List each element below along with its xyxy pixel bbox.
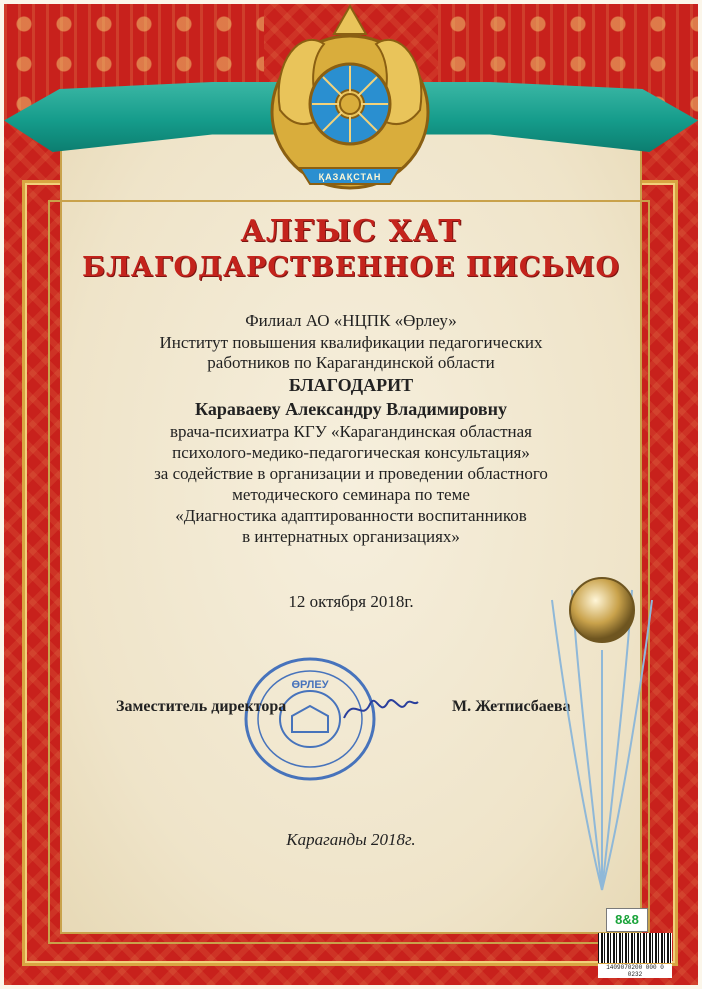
issue-date: 12 октября 2018г.: [288, 592, 414, 611]
reason-line-2: методического семинара по теме: [232, 485, 470, 504]
position-line-2: психолого-медико-педагогическая консультация»: [172, 443, 530, 462]
barcode: [598, 933, 672, 963]
signature-icon: [340, 688, 420, 728]
signer-role: Заместитель директора: [116, 698, 287, 715]
title-kazakh: АЛҒЫС ХАТ: [240, 214, 462, 249]
recipient-name: Караваеву Александру Владимировну: [195, 399, 507, 419]
topic-line-1: «Диагностика адаптированности воспитанников: [175, 506, 527, 525]
thanks-word: БЛАГОДАРИТ: [288, 375, 414, 395]
reason-line-1: за содействие в организации и проведении областного: [154, 464, 548, 483]
issuer-line-1: Филиал АО «НЦПК «Өрлеу»: [245, 311, 457, 330]
issuer-line-3: работников по Карагандинской области: [207, 353, 495, 372]
signer-name: М. Жетписбаева: [452, 698, 571, 715]
topic-line-2: в интернатных организациях»: [242, 527, 460, 546]
publisher-logo: 8&8: [606, 908, 648, 932]
stamp-label: ӨРЛЕУ: [291, 679, 329, 691]
position-line-1: врача-психиатра КГУ «Карагандинская областная: [170, 422, 532, 441]
issuer-line-2: Институт повышения квалификации педагогических: [159, 333, 543, 352]
barcode-number: 1409070200 000 0 0232: [598, 964, 672, 978]
emblem-label: ҚАЗАҚСТАН: [318, 172, 382, 182]
state-emblem: [262, 0, 438, 196]
place-year: Караганды 2018г.: [286, 830, 416, 849]
title-russian: БЛАГОДАРСТВЕННОЕ ПИСЬМО: [81, 252, 621, 283]
emblem-icon: [262, 0, 438, 196]
